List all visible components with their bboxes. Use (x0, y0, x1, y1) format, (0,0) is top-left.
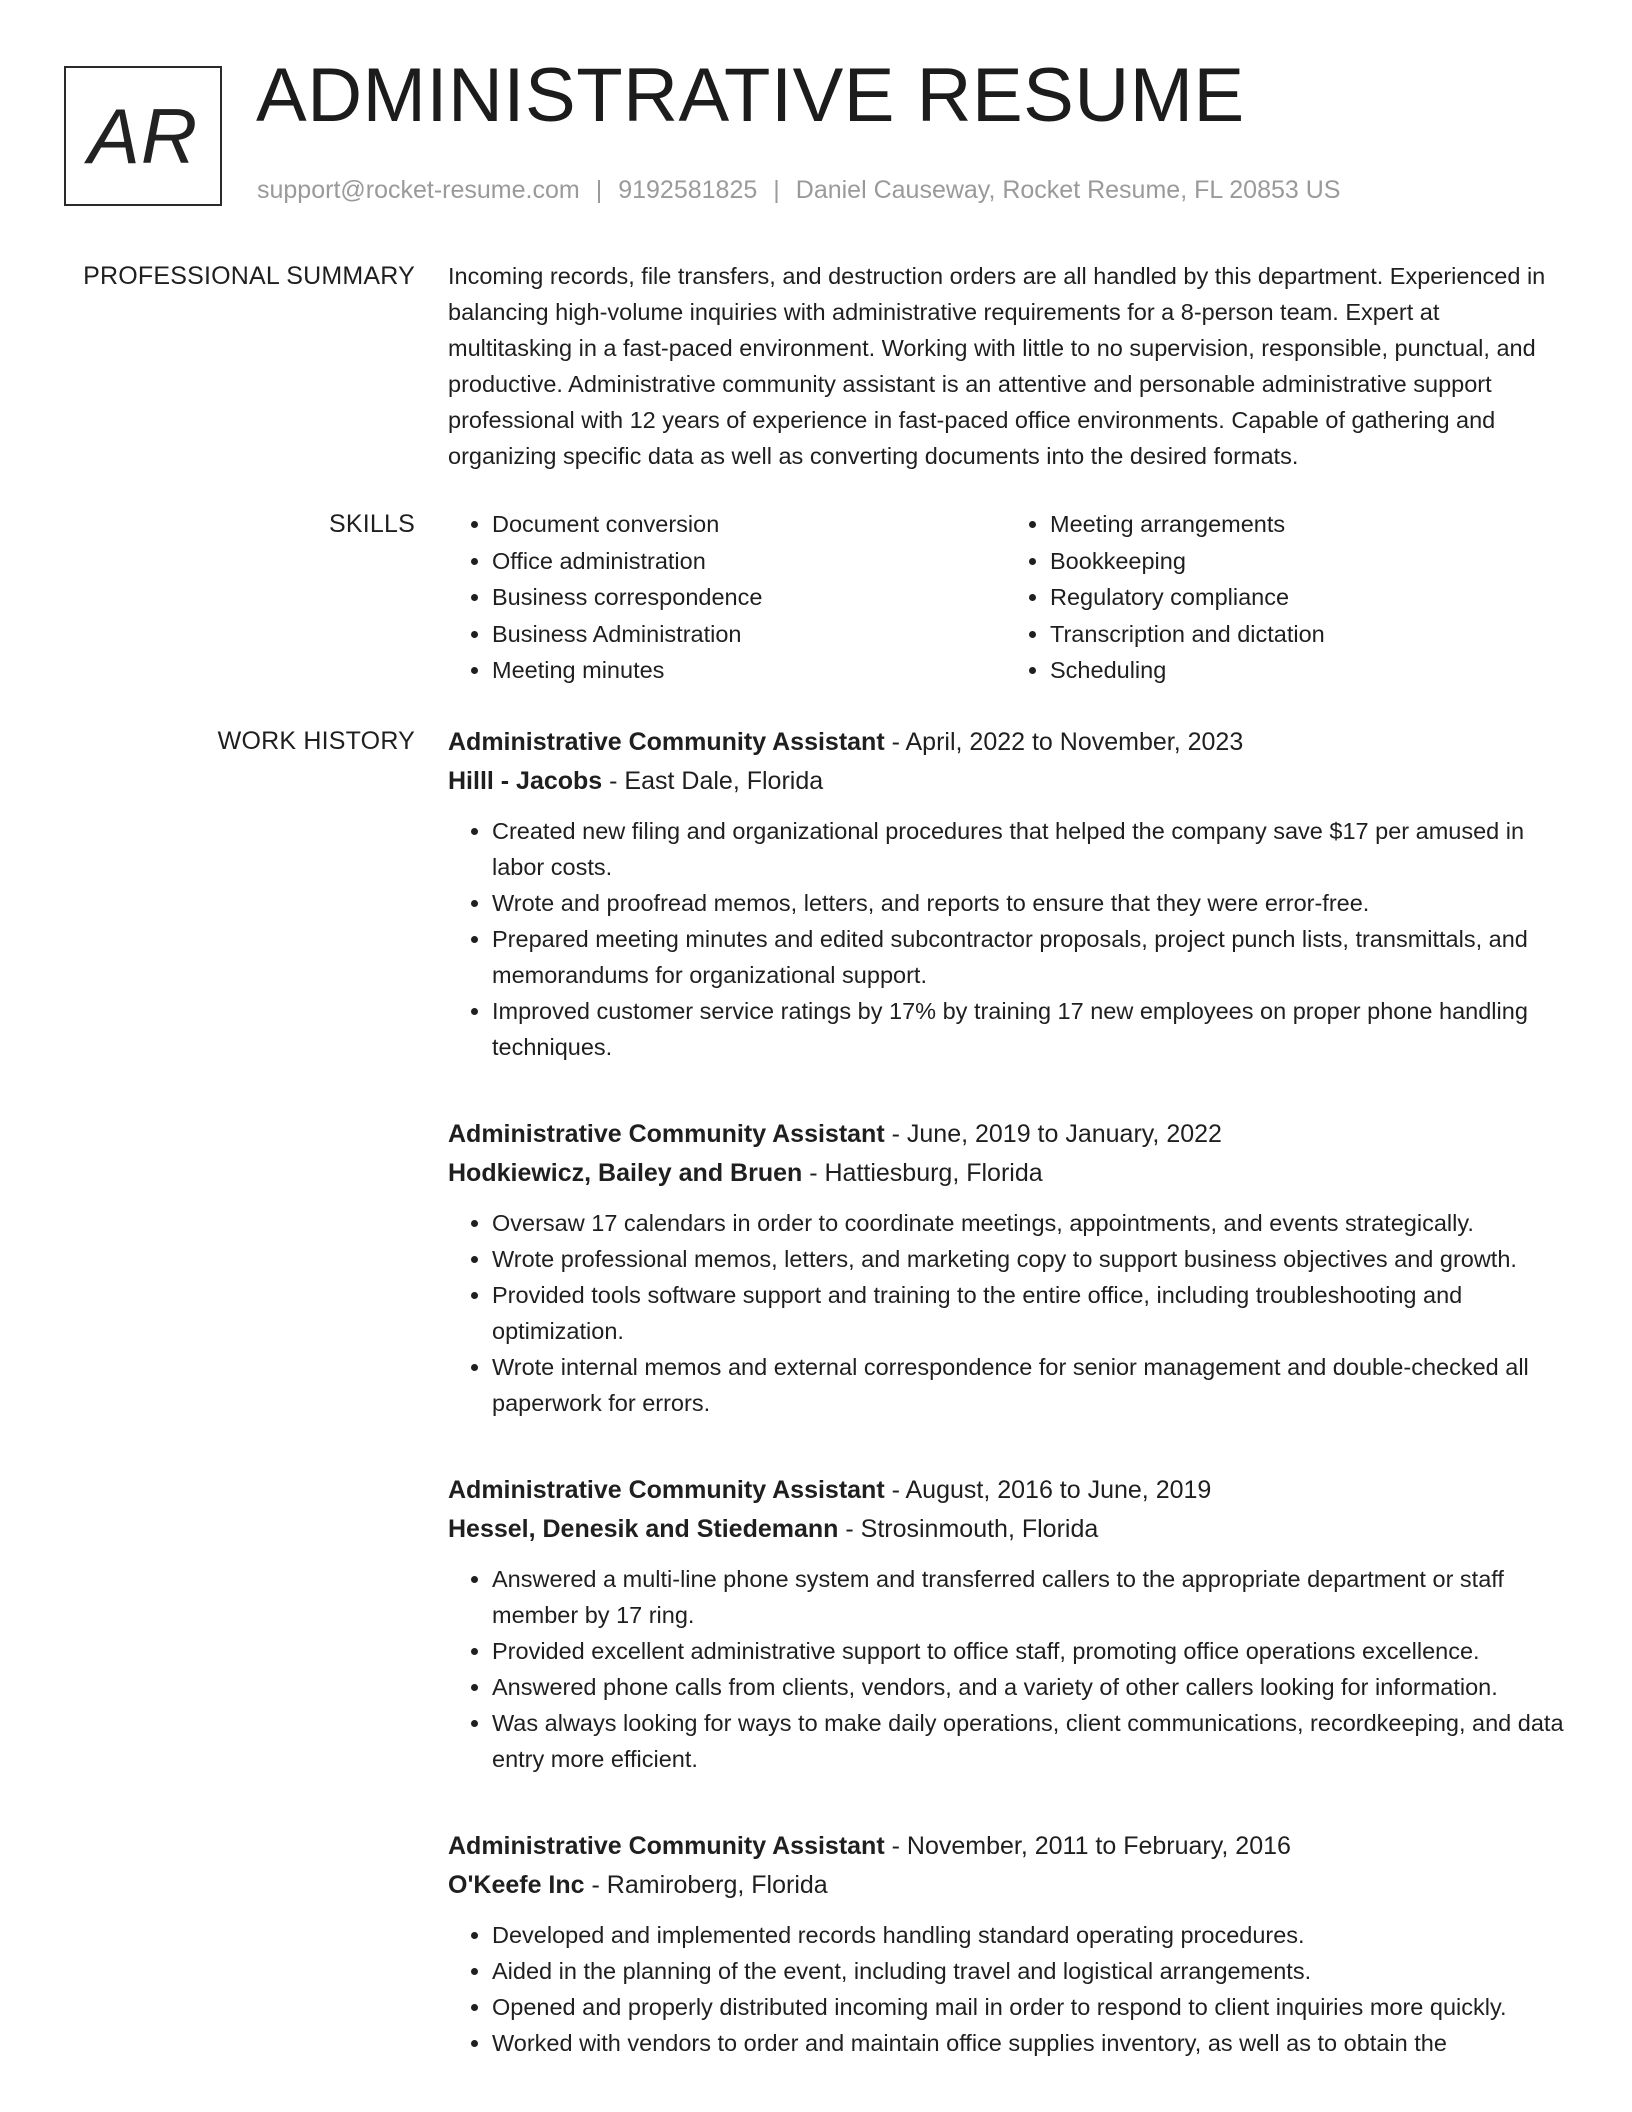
contact-phone: 9192581825 (618, 176, 758, 204)
skill-item: • Regulatory compliance (1050, 579, 1564, 616)
resume-title: ADMINISTRATIVE RESUME (256, 53, 1245, 138)
job-bullets (448, 813, 1564, 1065)
job-dates: - August, 2016 to June, 2019 (884, 1475, 1212, 1504)
job-title: Administrative Community Assistant (448, 727, 885, 756)
skills-list (448, 506, 1564, 689)
job-dates: - June, 2019 to January, 2022 (884, 1119, 1222, 1148)
job-bullet: • Provided tools software support and training to the entire office, including troubleshooting and optimization. (492, 1277, 1564, 1349)
job-title-line (448, 723, 1564, 762)
job-company: O'Keefe Inc (448, 1870, 585, 1899)
job-title-line (448, 1827, 1564, 1866)
job-bullet: • Created new filing and organizational procedures that helped the company save $17 per amused in labor costs. (492, 813, 1564, 885)
job-bullets (448, 1561, 1564, 1777)
job-bullet: • Provided excellent administrative support to office staff, promoting office operations excellence. (492, 1633, 1564, 1669)
job-bullet: • Answered a multi-line phone system and transferred callers to the appropriate department or staff member by 17 ring. (492, 1561, 1564, 1633)
summary-heading: PROFESSIONAL SUMMARY (83, 262, 415, 290)
job-title-line (448, 1471, 1564, 1510)
job-bullets (448, 1917, 1564, 2061)
work-history-list (448, 723, 1564, 2081)
job-dates: - April, 2022 to November, 2023 (884, 727, 1244, 756)
job-entry (448, 1471, 1564, 1807)
skills-column-left (448, 506, 1006, 689)
monogram-badge (64, 66, 222, 206)
job-bullet: • Worked with vendors to order and maintain office supplies inventory, as well as to obtain the (492, 2025, 1564, 2061)
job-bullet: • Wrote and proofread memos, letters, and reports to ensure that they were error-free. (492, 885, 1564, 921)
skill-item: • Meeting arrangements (1050, 506, 1564, 543)
skill-item: • Document conversion (492, 506, 1006, 543)
skill-item: • Office administration (492, 543, 1006, 580)
monogram-initials: AR (87, 91, 199, 180)
skill-item: • Bookkeeping (1050, 543, 1564, 580)
job-company-line (448, 762, 1564, 801)
job-company: Hilll - Jacobs (448, 766, 603, 795)
contact-email: support@rocket-resume.com (257, 176, 580, 204)
contact-line (257, 176, 1340, 205)
job-bullets (448, 1205, 1564, 1421)
job-company-line (448, 1866, 1564, 1905)
job-bullet: • Answered phone calls from clients, vendors, and a variety of other callers looking for information. (492, 1669, 1564, 1705)
job-title-line (448, 1115, 1564, 1154)
job-bullet: • Developed and implemented records handling standard operating procedures. (492, 1917, 1564, 1953)
job-title: Administrative Community Assistant (448, 1475, 885, 1504)
job-bullet: • Wrote professional memos, letters, and marketing copy to support business objectives and growth. (492, 1241, 1564, 1277)
job-location: - Ramiroberg, Florida (584, 1870, 828, 1899)
resume-content (0, 258, 1632, 2081)
job-bullet: • Was always looking for ways to make daily operations, client communications, recordkeeping, and data entry more efficient. (492, 1705, 1564, 1777)
job-bullet: • Wrote internal memos and external correspondence for senior management and double-checked all paperwork for errors. (492, 1349, 1564, 1421)
job-bullet: • Improved customer service ratings by 17% by training 17 new employees on proper phone handling techniques. (492, 993, 1564, 1065)
job-entry (448, 723, 1564, 1095)
skills-heading: SKILLS (329, 510, 415, 538)
job-location: - Hattiesburg, Florida (802, 1158, 1043, 1187)
job-location: - Strosinmouth, Florida (838, 1514, 1099, 1543)
work-history-heading: WORK HISTORY (217, 726, 415, 755)
job-company-line (448, 1510, 1564, 1549)
skill-item: • Business Administration (492, 616, 1006, 653)
job-bullet: • Prepared meeting minutes and edited subcontractor proposals, project punch lists, transmittals, and memorandums for organizational support. (492, 921, 1564, 993)
job-bullet: • Aided in the planning of the event, including travel and logistical arrangements. (492, 1953, 1564, 1989)
skill-item: • Transcription and dictation (1050, 616, 1564, 653)
work-history-section (0, 723, 1632, 2081)
job-title: Administrative Community Assistant (448, 1831, 885, 1860)
skills-column-right (1006, 506, 1564, 689)
skill-item: • Meeting minutes (492, 652, 1006, 689)
job-entry (448, 1115, 1564, 1451)
job-bullet: • Opened and properly distributed incoming mail in order to respond to client inquiries more quickly. (492, 1989, 1564, 2025)
contact-separator: | (773, 176, 780, 204)
skill-item: • Business correspondence (492, 579, 1006, 616)
job-entry (448, 1827, 1564, 2061)
job-company-line (448, 1154, 1564, 1193)
contact-address: Daniel Causeway, Rocket Resume, FL 20853 US (795, 176, 1341, 204)
job-company: Hessel, Denesik and Stiedemann (448, 1514, 839, 1543)
skills-section (0, 506, 1632, 689)
skill-item: • Scheduling (1050, 652, 1564, 689)
contact-separator: | (595, 176, 603, 204)
job-title: Administrative Community Assistant (448, 1119, 885, 1148)
job-location: - East Dale, Florida (602, 766, 824, 795)
summary-section (0, 258, 1632, 474)
job-dates: - November, 2011 to February, 2016 (884, 1831, 1291, 1860)
summary-text: Incoming records, file transfers, and destruction orders are all handled by this department. Experienced in balancing high-volume inquiries with administrative requirements for a 8-person team. Expert at multitasking in a fast-paced environment. Working with little to no supervision, responsible, punctual, and productive. Administrative community assistant is an attentive and personable administrative support professional with 12 years of experience in fast-paced office environments. Capable of gathering and organizing specific data as well as converting documents into the desired formats. (448, 263, 1546, 469)
job-bullet: • Oversaw 17 calendars in order to coordinate meetings, appointments, and events strategically. (492, 1205, 1564, 1241)
job-company: Hodkiewicz, Bailey and Bruen (448, 1158, 803, 1187)
